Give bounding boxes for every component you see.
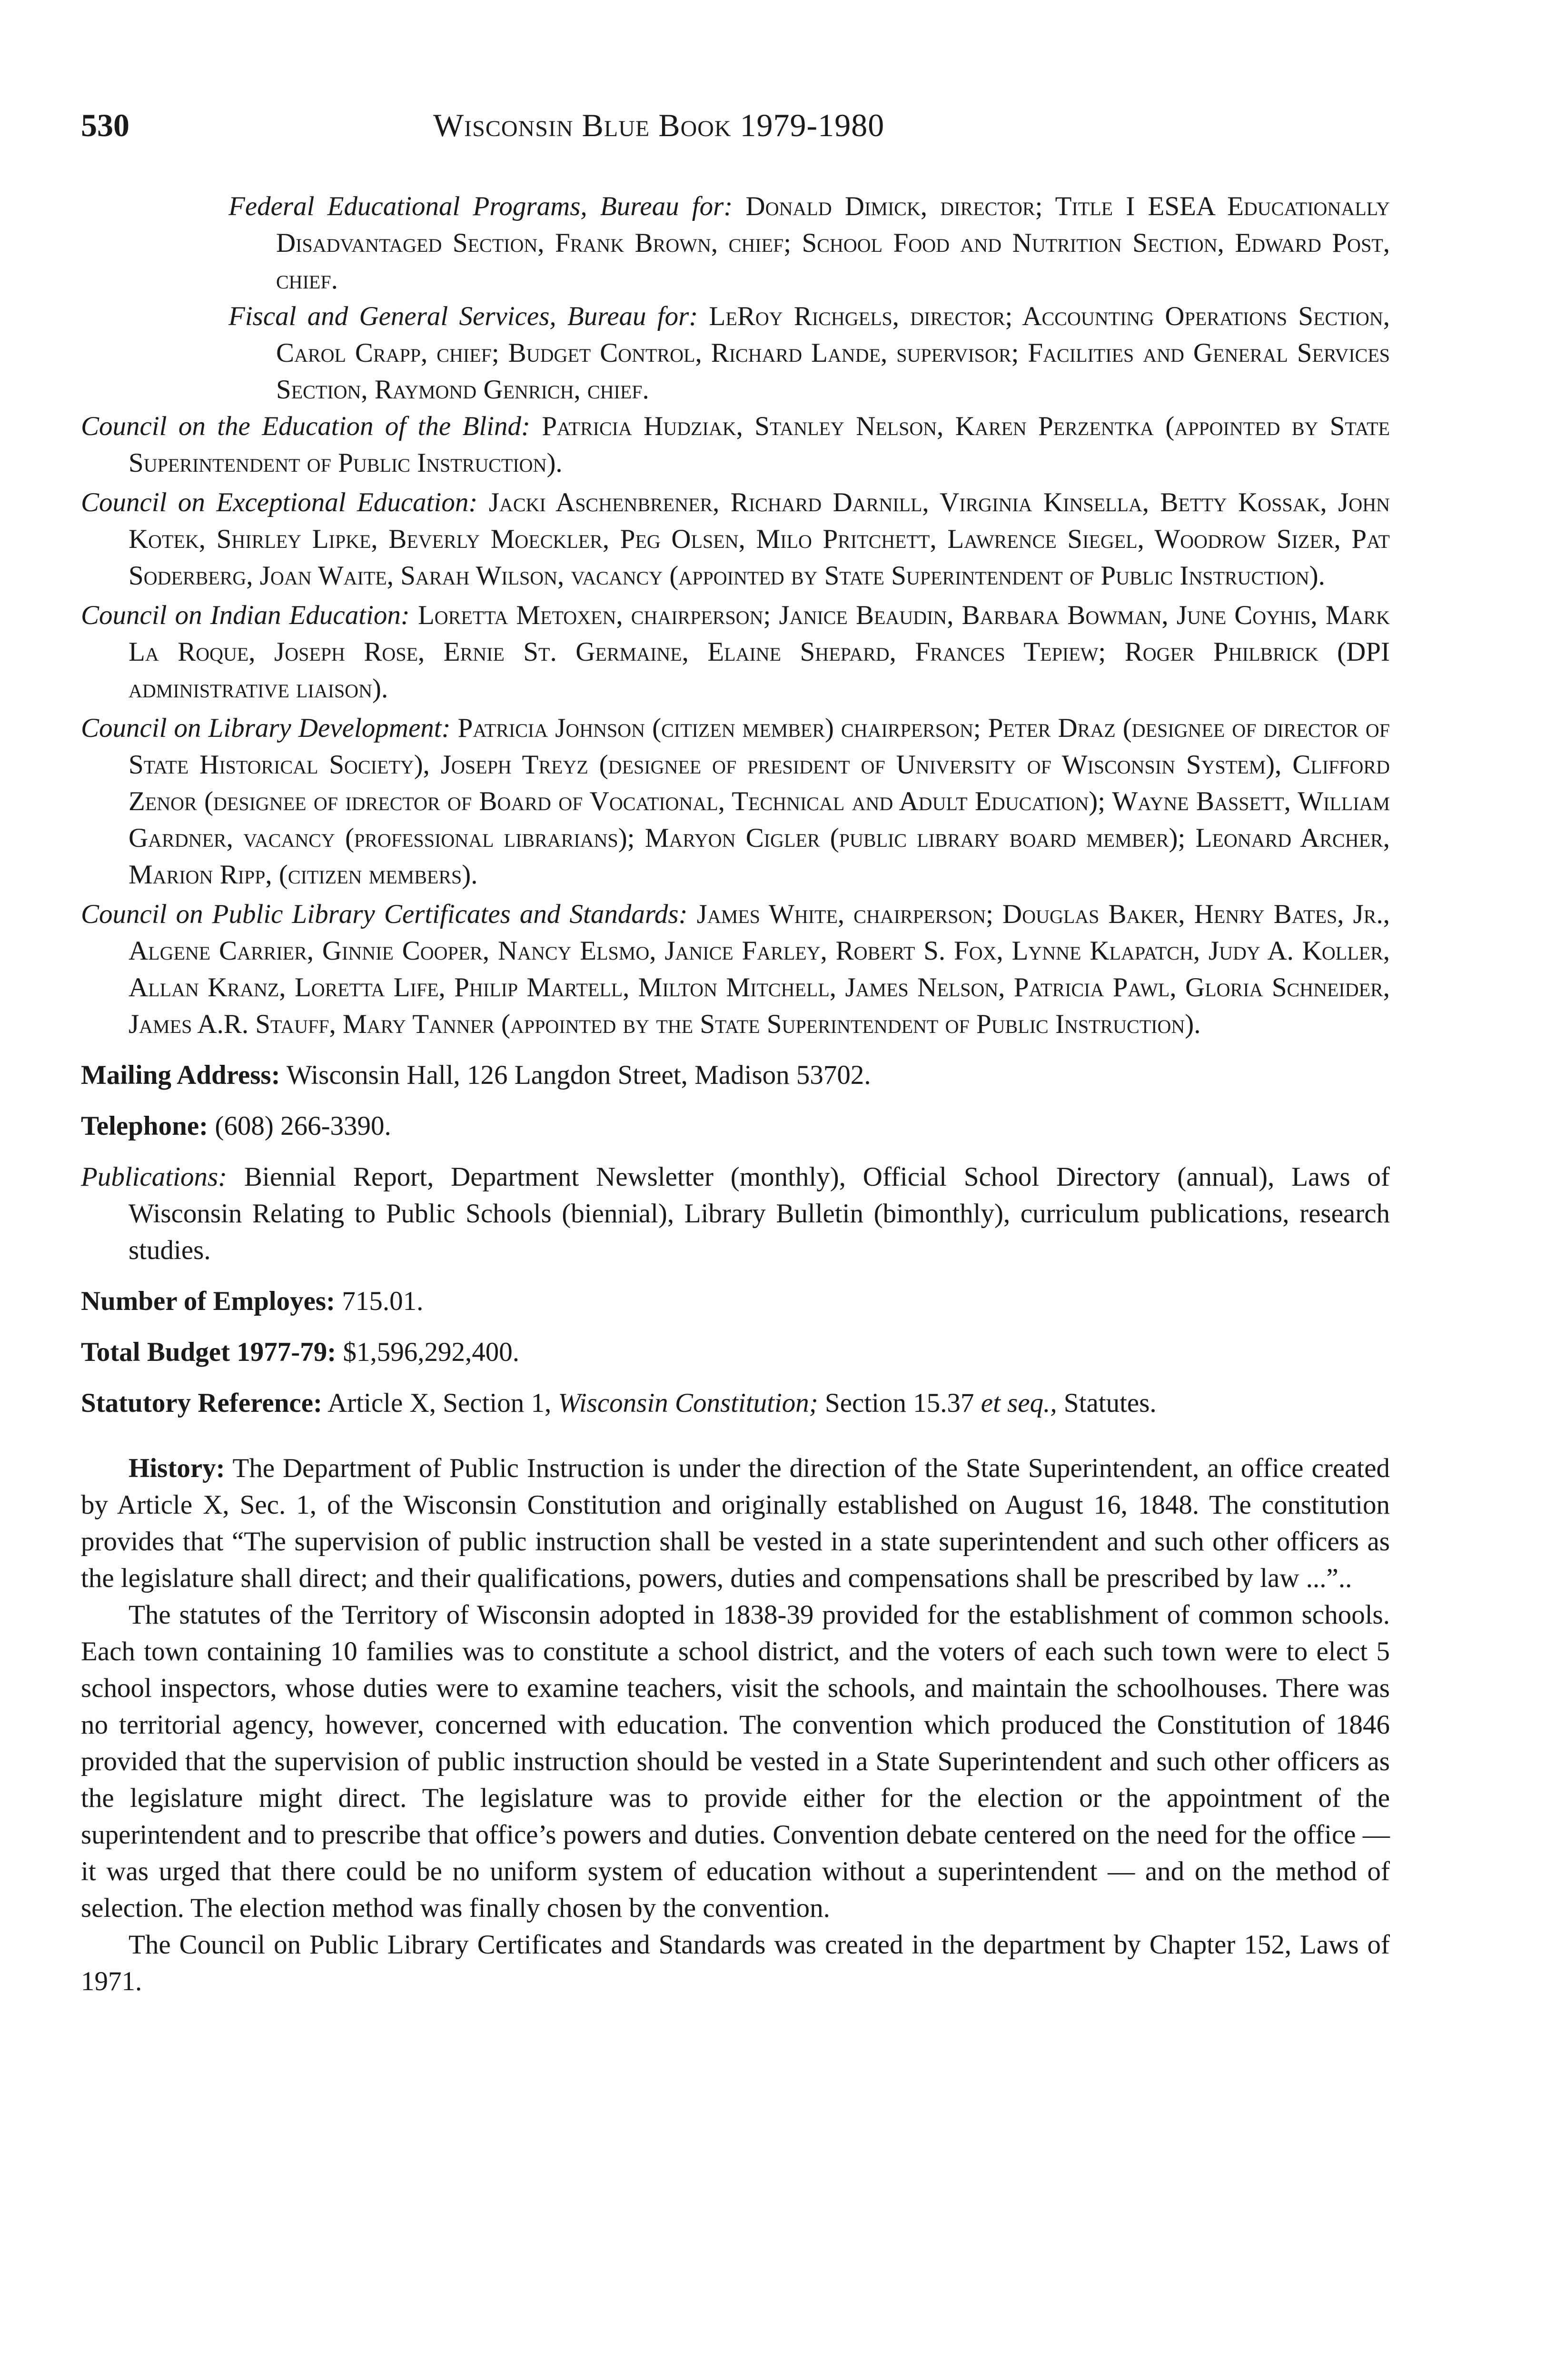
mailing-value: Wisconsin Hall, 126 Langdon Street, Madison 53702. xyxy=(280,1060,871,1090)
statutory-text-3: Statutes. xyxy=(1057,1388,1157,1418)
statutory-reference xyxy=(81,1385,1390,1421)
statutory-text-2: Section 15.37 xyxy=(818,1388,981,1418)
history-paragraph-2: The statutes of the Territory of Wisconsin adopted in 1838-39 provided for the establishment of common schools. Each town containing 10 families was to constitute a school district, and the voters of each such town were to elect 5 school inspectors, whose duties were to examine teachers, visit the schools, and maintain the schoolhouses. There was no territorial agency, however, concerned with education. The convention which produced the Constitution of 1846 provided that the supervision of public instruction should be vested in a State Superintendent and such other officers as the legislature might direct. The legislature was to provide either for the election or the appointment of the superintendent and to prescribe that office’s powers and duties. Convention debate centered on the need for the office — it was urged that there could be no uniform system of education without a superintendent — and on the method of selection. The election method was finally chosen by the convention. xyxy=(81,1600,1390,1923)
council-library-development xyxy=(81,710,1390,893)
council-text: James White, chairperson; Douglas Baker, Henry Bates, Jr., Algene Carrier, Ginnie Cooper, Nancy Elsmo, Janice Farley, Robert S. Fox, Lynne Klapatch, Judy A. Koller, Allan Kranz, Loretta Life, Philip Martell, Milton Mitchell, James Nelson, Patricia Pawl, Gloria Schneider, James A.R. Stauff, Mary Tanner (appointed by the State Superintendent of Public Instruction). xyxy=(129,899,1390,1039)
council-indian-education xyxy=(81,597,1390,707)
employees-value: 715.01. xyxy=(335,1286,424,1316)
telephone xyxy=(81,1108,1390,1144)
page-number: 530 xyxy=(81,107,129,143)
bureau-name: Federal Educational Programs, Bureau for: xyxy=(228,191,733,221)
budget-value: $1,596,292,400. xyxy=(336,1337,520,1367)
council-name: Council on Library Development: xyxy=(81,713,451,743)
total-budget xyxy=(81,1334,1390,1370)
publications-value: Biennial Report, Department Newsletter (monthly), Official School Directory (annual), Laws of Wisconsin Relating to Public Schools (biennial), Library Bulletin (bimonthly), curriculum publications, research studies. xyxy=(129,1162,1390,1265)
council-name: Council on Indian Education: xyxy=(81,600,410,630)
statutory-et-seq: et seq., xyxy=(981,1388,1057,1418)
mailing-address xyxy=(81,1057,1390,1093)
council-text: Loretta Metoxen, chairperson; Janice Beaudin, Barbara Bowman, June Coyhis, Mark La Roque, Joseph Rose, Ernie St. Germaine, Elaine Shepard, Frances Tepiew; Roger Philbrick (DPI administrative liaison). xyxy=(129,600,1390,704)
council-name: Council on Public Library Certificates and Standards: xyxy=(81,899,688,929)
council-text: Patricia Johnson (citizen member) chairperson; Peter Draz (designee of director of State Historical Society), Joseph Treyz (designee of president of University of Wisconsin System), Clifford Zenor (designee of idrector of Board of Vocational, Technical and Adult Education); Wayne Bassett, William Gardner, vacancy (professional librarians); Maryon Cigler (public library board member); Leonard Archer, Marion Ripp, (citizen members). xyxy=(129,713,1390,890)
council-exceptional-education xyxy=(81,484,1390,594)
council-name: Council on the Education of the Blind: xyxy=(81,411,530,441)
history-paragraph-1 xyxy=(81,1450,1390,1597)
statutory-label: Statutory Reference: xyxy=(81,1388,322,1418)
mailing-label: Mailing Address: xyxy=(81,1060,280,1090)
council-education-blind xyxy=(81,408,1390,481)
bureau-text: Donald Dimick, director; Title I ESEA Educationally Disadvantaged Section, Frank Brown, chief; School Food and Nutrition Section, Edward Post, chief. xyxy=(276,191,1390,295)
running-title: Wisconsin Blue Book 1979-1980 xyxy=(433,107,885,143)
council-library-certificates xyxy=(81,896,1390,1042)
running-head xyxy=(81,107,1390,155)
history-text-1: The Department of Public Instruction is under the direction of the State Superintendent, an office created by Article X, Sec. 1, of the Wisconsin Constitution and originally established on August 16, 1848. The constitution provides that “The supervision of public instruction shall be vested in a state superintendent and such other officers as the legislature shall direct; and their qualifications, powers, duties and compensations shall be prescribed by law ...”.. xyxy=(81,1453,1390,1593)
statutory-text-1: Article X, Section 1, xyxy=(322,1388,558,1418)
council-text: Patricia Hudziak, Stanley Nelson, Karen Perzentka (appointed by State Superintendent of Public Instruction). xyxy=(129,411,1390,478)
document-page xyxy=(81,107,1390,2000)
history-paragraph-3: The Council on Public Library Certificates and Standards was created in the department by Chapter 152, Laws of 1971. xyxy=(81,1930,1390,1996)
council-text: Jacki Aschenbrener, Richard Darnill, Virginia Kinsella, Betty Kossak, John Kotek, Shirley Lipke, Beverly Moeckler, Peg Olsen, Milo Pritchett, Lawrence Siegel, Woodrow Sizer, Pat Soderberg, Joan Waite, Sarah Wilson, vacancy (appointed by State Superintendent of Public Instruction). xyxy=(129,487,1390,591)
employees-label: Number of Employes: xyxy=(81,1286,336,1316)
telephone-label: Telephone: xyxy=(81,1111,208,1141)
budget-label: Total Budget 1977-79: xyxy=(81,1337,337,1367)
publications xyxy=(81,1159,1390,1269)
publications-label: Publications: xyxy=(81,1162,228,1192)
number-of-employees xyxy=(81,1283,1390,1319)
bureau-fiscal-services xyxy=(81,298,1390,408)
bureau-text: LeRoy Richgels, director; Accounting Operations Section, Carol Crapp, chief; Budget Control, Richard Lande, supervisor; Facilities and General Services Section, Raymond Genrich, chief. xyxy=(276,301,1390,405)
history-label: History: xyxy=(129,1453,225,1483)
statutory-constitution: Wisconsin Constitution; xyxy=(558,1388,818,1418)
bureau-name: Fiscal and General Services, Bureau for: xyxy=(228,301,698,331)
council-name: Council on Exceptional Education: xyxy=(81,487,478,517)
telephone-value: (608) 266-3390. xyxy=(208,1111,391,1141)
bureau-federal-programs xyxy=(81,188,1390,298)
